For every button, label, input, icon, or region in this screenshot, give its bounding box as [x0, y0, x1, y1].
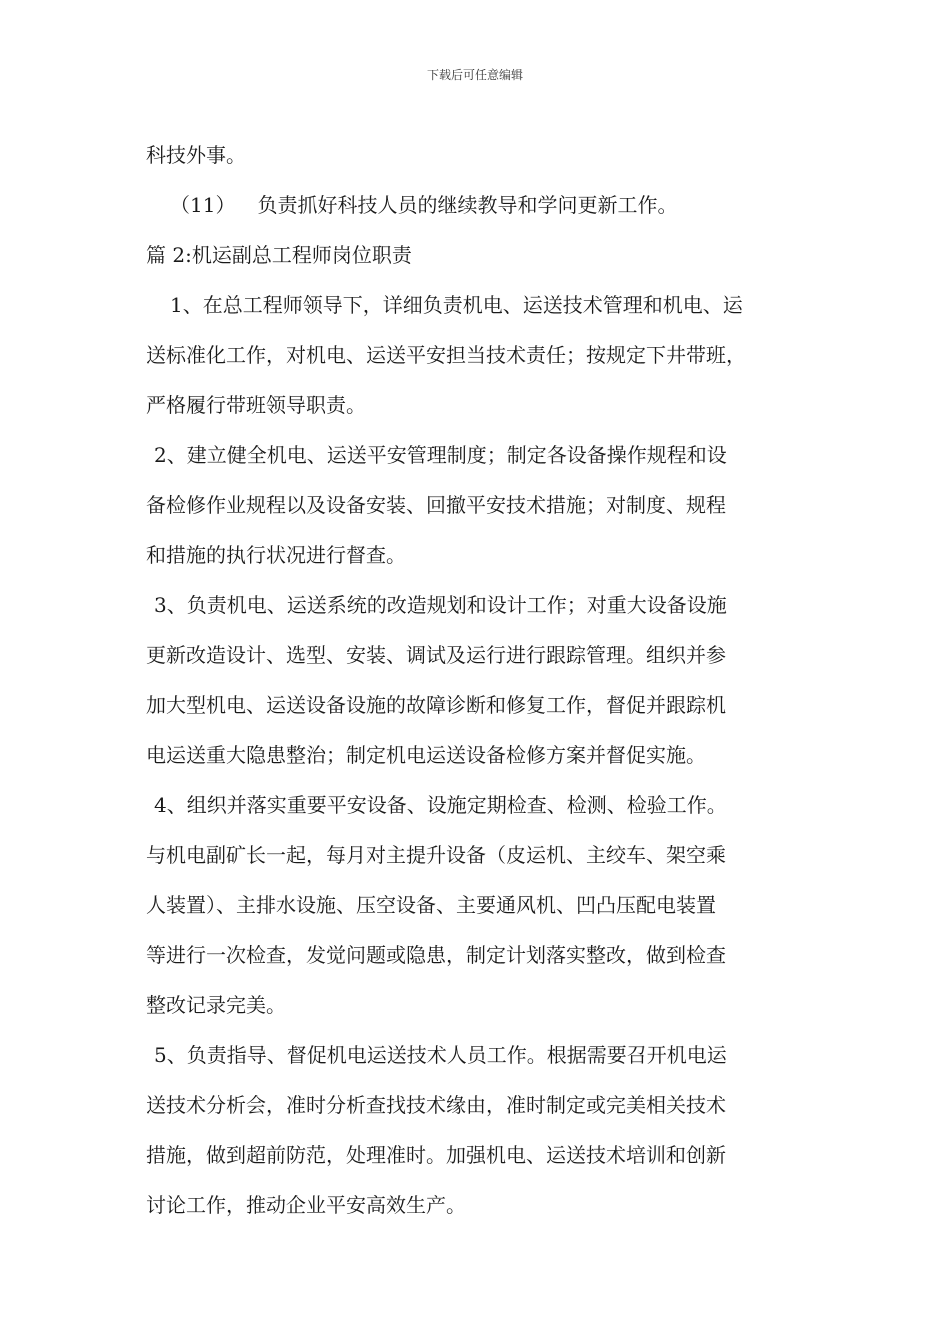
- text-line: 与机电副矿长一起，每月对主提升设备（皮运机、主绞车、架空乘: [146, 843, 726, 867]
- text-line: 更新改造设计、选型、安装、调试及运行进行跟踪管理。组织并参: [146, 643, 726, 667]
- text-line: 严格履行带班领导职责。: [146, 393, 366, 417]
- text-line: 2、建立健全机电、运送平安管理制度；制定各设备操作规程和设: [154, 443, 727, 467]
- text-line: 备检修作业规程以及设备安装、回撤平安技术措施；对制度、规程: [146, 493, 726, 517]
- text-line: 和措施的执行状况进行督查。: [146, 543, 406, 567]
- text-line: 3、负责机电、运送系统的改造规划和设计工作；对重大设备设施: [154, 593, 727, 617]
- text-line: 送技术分析会，准时分析查找技术缘由，准时制定或完美相关技术: [146, 1093, 726, 1117]
- item-number: （11）: [170, 193, 236, 217]
- text-line: 4、组织并落实重要平安设备、设施定期检查、检测、检验工作。: [154, 793, 727, 817]
- text-line: 讨论工作，推动企业平安高效生产。: [146, 1193, 466, 1217]
- text-line-item-11: [146, 180, 826, 230]
- document-body: [146, 130, 826, 1230]
- page-header-note: 下载后可任意编辑: [426, 68, 523, 82]
- item-text: 负责抓好科技人员的继续教导和学问更新工作。: [257, 193, 678, 217]
- text-line: 措施，做到超前防范，处理准时。加强机电、运送技术培训和创新: [146, 1143, 726, 1167]
- text-line: 整改记录完美。: [146, 993, 286, 1017]
- text-line: 加大型机电、运送设备设施的故障诊断和修复工作，督促并跟踪机: [146, 693, 726, 717]
- text-line: 科技外事。: [146, 143, 246, 167]
- text-line: 电运送重大隐患整治；制定机电运送设备检修方案并督促实施。: [146, 743, 706, 767]
- text-line: 人装置）、主排水设施、压空设备、主要通风机、凹凸压配电装置: [146, 893, 716, 917]
- section-heading: 篇 2:机运副总工程师岗位职责: [146, 243, 412, 267]
- text-line: 5、负责指导、督促机电运送技术人员工作。根据需要召开机电运: [154, 1043, 727, 1067]
- text-line: 等进行一次检查，发觉问题或隐患，制定计划落实整改，做到检查: [146, 943, 726, 967]
- text-line: 送标准化工作，对机电、运送平安担当技术责任；按规定下井带班，: [146, 343, 746, 367]
- text-line: 1、在总工程师领导下，详细负责机电、运送技术管理和机电、运: [170, 293, 743, 317]
